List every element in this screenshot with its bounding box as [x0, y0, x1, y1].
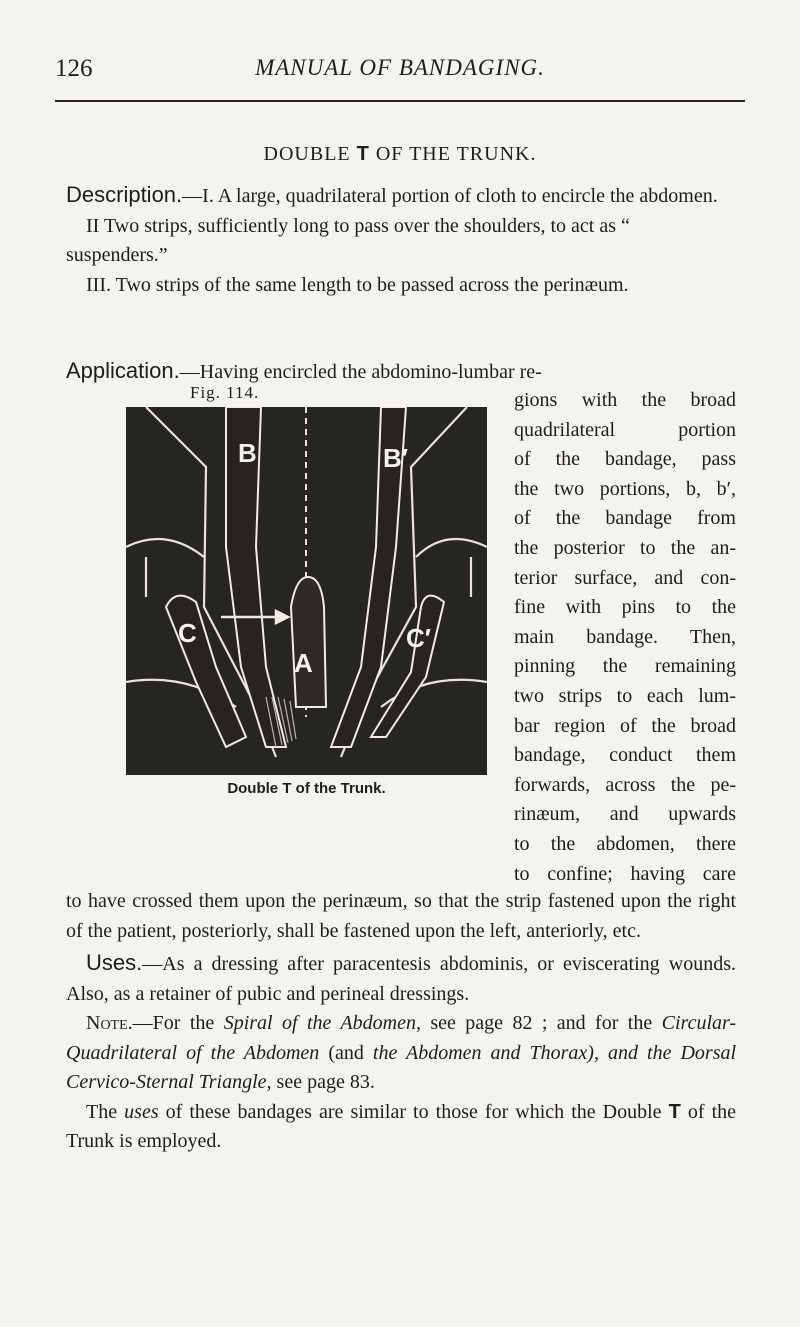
- note-ref-4: Dorsal Cervico-Sternal Triangle,: [66, 1041, 737, 1093]
- closing-text-3: of the Trunk is employed.: [66, 1100, 737, 1152]
- lower-body: [66, 887, 736, 1157]
- application-heading: Application.: [66, 358, 180, 383]
- closing-text-2: of these bandages are similar to those for which the Double: [165, 1100, 662, 1123]
- uses-heading: Uses.: [86, 950, 143, 975]
- page-number: 126: [55, 55, 93, 82]
- running-title: MANUAL OF BANDAGING.: [255, 55, 545, 80]
- application-intro-text: —Having encircled the abdomino-lumbar re-: [179, 361, 542, 383]
- side-line: gions with the broad: [514, 389, 736, 411]
- side-line: quadrilateral portion: [514, 418, 736, 441]
- figure-caption: [126, 780, 487, 797]
- note-ref-2: Circular-Quadrilateral of the Abdomen: [66, 1012, 737, 1064]
- header-rule: [55, 100, 745, 102]
- uses-text: —As a dressing after paracentesis abdominis, or eviscerating wounds. Also, as a retainer of pubic and perineal dressings.: [66, 953, 736, 1005]
- label-b-left: B: [238, 438, 257, 468]
- caption-before: Double: [227, 780, 279, 797]
- description-item-1: —I. A large, quadrilateral portion of cloth to encircle the abdomen.: [182, 185, 718, 207]
- label-c-right: C′: [406, 623, 432, 653]
- caption-t-glyph: T: [282, 780, 292, 797]
- note-text-5: see page 83.: [276, 1071, 375, 1093]
- description-heading: Description.: [66, 182, 183, 207]
- side-line: main bandage. Then,: [514, 625, 736, 648]
- note-paragraph: [66, 1009, 736, 1098]
- note-text-4: and the: [608, 1041, 672, 1064]
- caption-after: of the Trunk.: [295, 780, 386, 797]
- side-line: fine with pins to the: [514, 596, 736, 619]
- figure-label: Fig. 114.: [190, 383, 260, 402]
- section-title-after: OF THE TRUNK.: [375, 143, 537, 165]
- note-text-3: (and: [328, 1041, 364, 1064]
- application-continuation: to have crossed them upon the perinæum, so that the strip fastened upon the right of the patient, posteriorly, shall be fastened upon the left, anteriorly, etc.: [66, 890, 736, 942]
- side-line: to confine; having care: [514, 862, 736, 885]
- side-line: bar region of the broad: [514, 714, 736, 737]
- side-line: terior surface, and con-: [514, 566, 736, 589]
- label-a: A: [294, 648, 313, 678]
- closing-text-1: The: [86, 1100, 118, 1123]
- side-line: bandage, conduct them: [514, 744, 736, 767]
- closing-t-glyph: T: [668, 1100, 681, 1123]
- side-line: the two portions, b, b′,: [514, 477, 736, 500]
- side-line: to the abdomen, there: [514, 832, 736, 855]
- side-line: the posterior to the an-: [514, 536, 736, 559]
- note-ref-1: Spiral of the Abdomen,: [223, 1012, 421, 1034]
- side-line: of the bandage from: [514, 507, 736, 530]
- side-line: two strips to each lum-: [514, 684, 736, 707]
- side-line: rinæum, and upwards: [514, 803, 736, 826]
- note-label: Note.: [86, 1012, 133, 1034]
- description-item-2: II Two strips, sufficiently long to pass over the shoulders, to act as “ suspenders.”: [66, 214, 630, 266]
- note-text-1: —For the: [132, 1012, 215, 1034]
- note-text-2: see page 82 ; and for the: [430, 1012, 653, 1034]
- page-header: [55, 55, 745, 95]
- note-ref-3: the Abdomen and Thorax),: [372, 1041, 599, 1064]
- application-side-column: [514, 386, 736, 889]
- description-block: [66, 180, 736, 300]
- label-c-left: C: [178, 618, 197, 648]
- bandage-figure: [126, 407, 487, 775]
- uses-paragraph: [66, 948, 736, 1009]
- side-line: forwards, across the pe-: [514, 773, 736, 796]
- side-line: pinning the remaining: [514, 655, 736, 678]
- closing-uses-word: uses: [124, 1100, 159, 1123]
- label-b-right: B′: [383, 443, 409, 473]
- t-glyph: T: [356, 143, 370, 165]
- description-item-3: III. Two strips of the same length to be passed across the perinæum.: [86, 273, 629, 296]
- section-title: [0, 143, 800, 166]
- section-title-before: DOUBLE: [263, 143, 351, 165]
- closing-paragraph: [66, 1098, 736, 1157]
- trunk-illustration: [126, 407, 487, 775]
- application-intro: [66, 356, 736, 388]
- side-line: of the bandage, pass: [514, 448, 736, 471]
